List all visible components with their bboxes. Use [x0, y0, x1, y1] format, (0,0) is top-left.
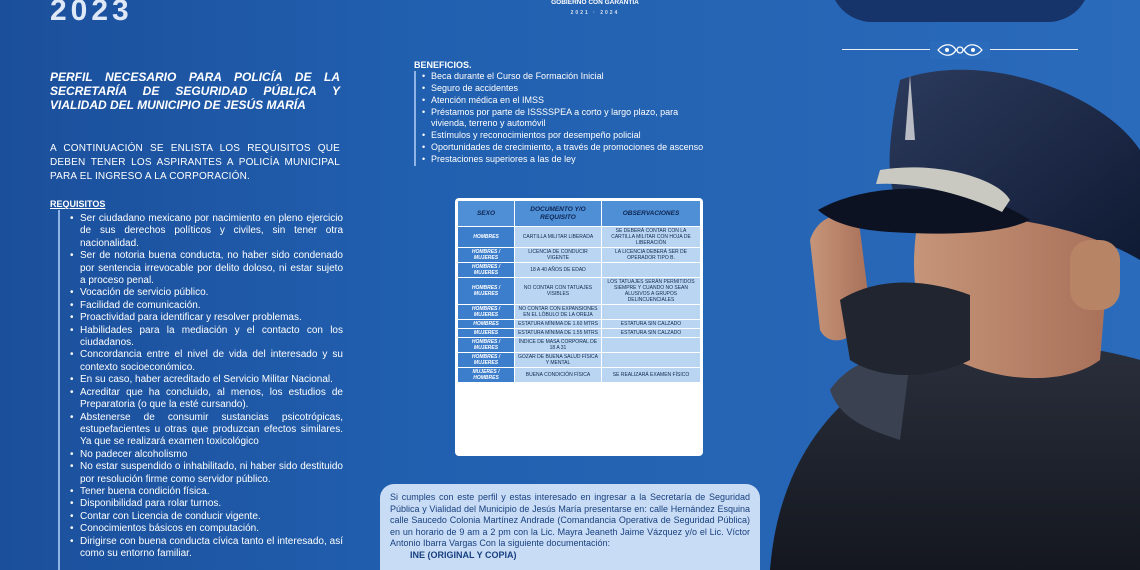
cell-observaciones: SE REALIZARÁ EXAMEN FÍSICO	[602, 368, 700, 382]
cell-observaciones	[602, 338, 700, 352]
table-row	[458, 305, 700, 319]
cell-documento: 18 A 40 AÑOS DE EDAD	[515, 263, 601, 277]
table-row	[458, 263, 700, 277]
cell-sexo: HOMBRES	[458, 320, 514, 328]
requirements-table-container	[455, 198, 703, 456]
cell-sexo: HOMBRES / MUJERES	[458, 278, 514, 304]
cell-observaciones	[602, 305, 700, 319]
benefit-item: • Prestaciones superiores a las de ley	[422, 154, 704, 165]
cell-observaciones: LA LICENCIA DEBERÁ SER DE OPERADOR TIPO B.	[602, 248, 700, 262]
requirement-item: • No estar suspendido o inhabilitado, ni haber sido destituido por resolución firme como servidor público.	[70, 461, 343, 486]
column-header-observaciones: OBSERVACIONES	[602, 201, 700, 226]
requirement-item: • Facilidad de comunicación.	[70, 300, 343, 312]
table-row	[458, 368, 700, 382]
requirement-item: • En su caso, haber acreditado el Servicio Militar Nacional.	[70, 374, 343, 386]
benefits-title: BENEFICIOS.	[414, 60, 472, 70]
contact-text: Si cumples con este perfil y estas interesado en ingresar a la Secretaría de Seguridad Pública y Vialidad del Municipio de Jesús María presentarse en: calle Hernández Esquina calle Saucedo Colonia Martínez Andrade (Comandancia Operativa de Seguridad Pública) en un horario de 9 am a 2 pm con la Lic. Mayra Jeaneth Jaime Vázquez y/o el Lic. Víctor Antonio Ibarra Vargas Con la siguiente documentación:	[390, 492, 750, 548]
benefit-item: • Oportunidades de crecimiento, a través de promociones de ascenso	[422, 142, 704, 153]
requirement-item: • Disponibilidad para rolar turnos.	[70, 498, 343, 510]
cell-documento: LICENCIA DE CONDUCIR VIGENTE	[515, 248, 601, 262]
cell-documento: NO CONTAR CON EXPANSIONES EN EL LÓBULO DE LA OREJA	[515, 305, 601, 319]
requirement-item: • Concordancia entre el nivel de vida del interesado y su contexto socioeconómico.	[70, 349, 343, 374]
benefits-box	[414, 71, 704, 166]
table-row	[458, 329, 700, 337]
requirements-title: REQUISITOS	[50, 199, 106, 209]
cell-documento: BUENA CONDICIÓN FÍSICA	[515, 368, 601, 382]
cell-sexo: MUJERES / HOMBRES	[458, 368, 514, 382]
contact-box	[380, 484, 760, 570]
table-row	[458, 278, 700, 304]
logo-text: GOBIERNO CON GARANTÍA	[551, 0, 639, 6]
government-logo	[535, 0, 655, 18]
cell-documento: ÍNDICE DE MASA CORPORAL DE 18 A 31	[515, 338, 601, 352]
benefits-list	[422, 71, 704, 164]
table-row	[458, 227, 700, 247]
cell-sexo: HOMBRES / MUJERES	[458, 338, 514, 352]
requirement-item: • Habilidades para la mediación y el contacto con los ciudadanos.	[70, 325, 343, 350]
document-item: INE (ORIGINAL Y COPIA)	[410, 549, 517, 560]
table-body	[458, 227, 700, 382]
cell-documento: CARTILLA MILITAR LIBERADA	[515, 227, 601, 247]
cell-observaciones	[602, 353, 700, 367]
requirement-item: • Abstenerse de consumir sustancias psicotrópicas, estupefacientes u otras que produzcan efectos similares. Ya que se realizará examen toxicológico	[70, 412, 343, 449]
cell-documento: ESTATURA MÍNIMA DE 1.60 MTRS	[515, 320, 601, 328]
requirement-item: • Proactividad para identificar y resolver problemas.	[70, 312, 343, 324]
cell-documento: GOZAR DE BUENA SALUD FÍSICA Y MENTAL	[515, 353, 601, 367]
table-row	[458, 353, 700, 367]
requirement-item: • Ser ciudadano mexicano por nacimiento en pleno ejercicio de sus derechos políticos y civiles, sin tener otra nacionalidad.	[70, 213, 343, 250]
requirement-item: • Contar con Licencia de conducir vigente.	[70, 511, 343, 523]
table-row	[458, 320, 700, 328]
table-header-row	[458, 201, 700, 226]
requirement-item: • Ser de notoria buena conducta, no haber sido condenado por sentencia irrevocable por delito doloso, ni estar sujeto a proceso penal.	[70, 250, 343, 287]
cell-observaciones: ESTATURA SIN CALZADO	[602, 329, 700, 337]
flourish-icon	[930, 41, 990, 59]
cell-observaciones: LOS TATUAJES SERÁN PERMITIDOS SIEMPRE Y CUANDO NO SEAN ALUSIVOS A GRUPOS DELINCUENCIALES	[602, 278, 700, 304]
cell-sexo: HOMBRES / MUJERES	[458, 263, 514, 277]
requirement-item: • No padecer alcoholismo	[70, 449, 343, 461]
benefit-item: • Beca durante el Curso de Formación Inicial	[422, 71, 704, 82]
profile-title: PERFIL NECESARIO PARA POLICÍA DE LA SECRETARÍA DE SEGURIDAD PÚBLICA Y VIALIDAD DEL MUNICIPIO DE JESÚS MARÍA	[50, 70, 340, 112]
requirement-item: • Dirigirse con buena conducta cívica tanto el interesado, así como su entorno familiar.	[70, 536, 343, 561]
requirement-item: • Conocimientos básicos en computación.	[70, 523, 343, 535]
table-row	[458, 338, 700, 352]
cell-documento: ESTATURA MÍNIMA DE 1.55 MTRS	[515, 329, 601, 337]
cell-sexo: HOMBRES	[458, 227, 514, 247]
police-officer-photo	[740, 60, 1140, 570]
benefit-item: • Seguro de accidentes	[422, 83, 704, 94]
benefit-item: • Estímulos y reconocimientos por desempeño policial	[422, 130, 704, 141]
benefit-item: • Atención médica en el IMSS	[422, 95, 704, 106]
cell-observaciones	[602, 263, 700, 277]
requirement-item: • Tener buena condición física.	[70, 486, 343, 498]
cell-documento: NO CONTAR CON TATUAJES VISIBLES	[515, 278, 601, 304]
requirement-item: • Acreditar que ha concluido, al menos, los estudios de Preparatoria (o que la esté cursando).	[70, 387, 343, 412]
column-header-documento: DOCUMENTO Y/O REQUISITO	[515, 201, 601, 226]
column-header-sexo: SEXO	[458, 201, 514, 226]
intro-text: A CONTINUACIÓN SE ENLISTA LOS REQUISITOS QUE DEBEN TENER LOS ASPIRANTES A POLICÍA MUNICIPAL PARA EL INGRESO A LA CORPORACIÓN.	[50, 143, 340, 182]
cell-sexo: HOMBRES / MUJERES	[458, 248, 514, 262]
requirements-table	[457, 200, 701, 383]
cell-sexo: HOMBRES / MUJERES	[458, 353, 514, 367]
cell-sexo: HOMBRES / MUJERES	[458, 305, 514, 319]
requirements-list	[60, 210, 343, 560]
table-row	[458, 248, 700, 262]
logo-period: 2021 · 2024	[570, 10, 620, 16]
cell-observaciones: ESTATURA SIN CALZADO	[602, 320, 700, 328]
requirement-item: • Vocación de servicio público.	[70, 287, 343, 299]
requirements-box	[58, 210, 343, 570]
header-decoration-tab	[830, 0, 1090, 22]
cell-sexo: MUJERES	[458, 329, 514, 337]
year-heading: 2023	[50, 0, 133, 27]
benefit-item: • Préstamos por parte de ISSSSPEA a corto y largo plazo, para vivienda, terreno y automóvil	[422, 107, 704, 128]
cell-observaciones: SE DEBERÁ CONTAR CON LA CARTILLA MILITAR CON HOJA DE LIBERACIÓN	[602, 227, 700, 247]
